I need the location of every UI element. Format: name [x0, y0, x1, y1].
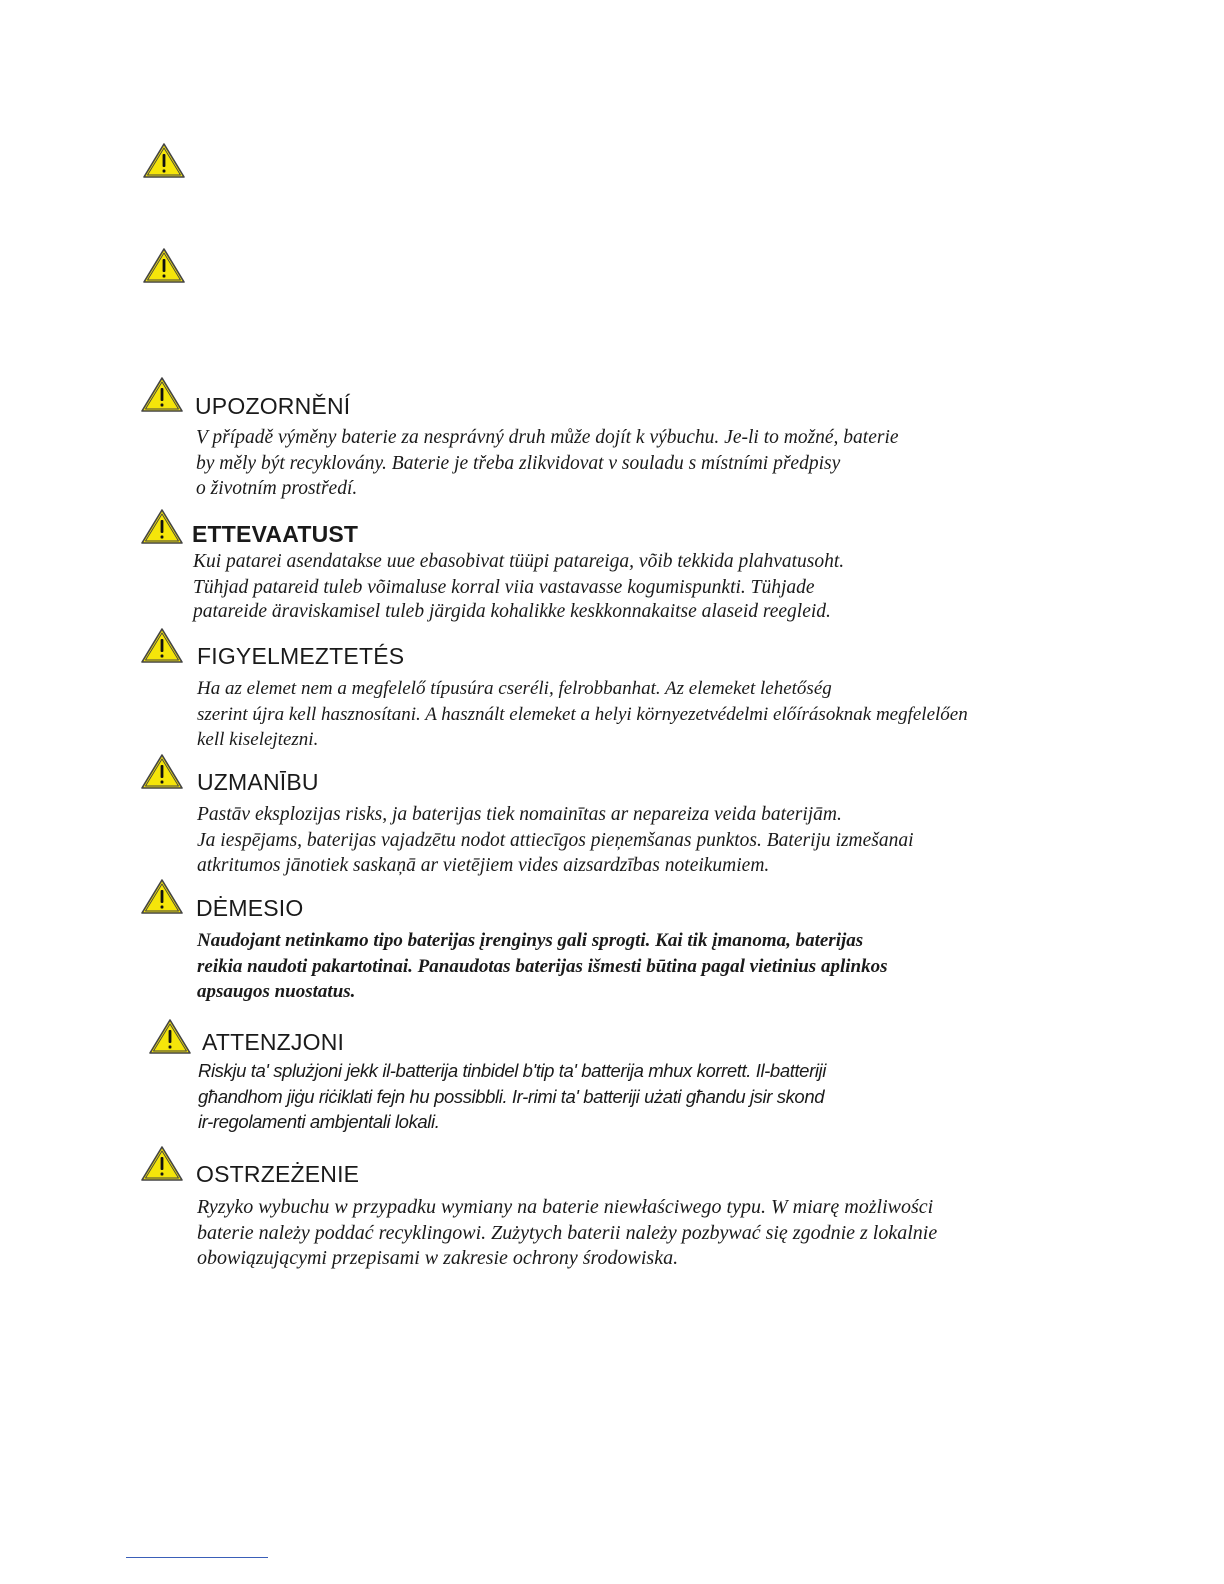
- warning-text-line: by měly být recyklovány. Baterie je třeba zlikvidovat v souladu s místními předpisy: [196, 452, 841, 474]
- warning-text: [197, 802, 914, 879]
- warning-text-line: ir-regolamenti ambjentali lokali.: [198, 1111, 440, 1132]
- warning-text-line: obowiązującymi przepisami w zakresie ochrony środowiska.: [197, 1247, 679, 1269]
- warning-title: FIGYELMEZTETÉS: [197, 643, 405, 669]
- warning-text-line: Pastāv eksplozijas risks, ja baterijas tiek nomainītas ar nepareiza veida baterijām.: [197, 804, 842, 825]
- warning-text: [198, 1058, 826, 1135]
- warning-title: OSTRZEŻENIE: [196, 1161, 360, 1187]
- warning-text-line: Kui patarei asendatakse uue ebasobivat tüüpi patareiga, võib tekkida plahvatusoht.: [193, 551, 845, 572]
- warning-title: UZMANĪBU: [197, 769, 319, 795]
- warning-text-line: apsaugos nuostatus.: [197, 981, 356, 1002]
- warning-text-line: Naudojant netinkamo tipo baterijas įrenginys gali sprogti. Kai tik įmanoma, baterijas: [197, 930, 864, 951]
- warning-title: UPOZORNĚNÍ: [195, 393, 351, 419]
- warning-text-line: kell kiselejtezni.: [197, 729, 319, 750]
- warning-title: ATTENZJONI: [202, 1029, 345, 1055]
- warning-triangle-icon: [140, 376, 184, 414]
- warning-text: [197, 676, 968, 753]
- warning-text-line: Riskju ta' splużjoni jekk il-batterija tinbidel b'tip ta' batterija mhux korrett. Il-batteriji: [198, 1060, 826, 1081]
- warning-triangle-icon: [140, 753, 184, 791]
- warning-text-line: Ryzyko wybuchu w przypadku wymiany na baterie niewłaściwego typu. W miarę możliwości: [197, 1196, 934, 1218]
- warning-triangle-icon: [140, 627, 184, 665]
- warning-text-line: baterie należy poddać recyklingowi. Zużytych baterii należy pozbywać się zgodnie z lokalnie: [197, 1221, 938, 1244]
- warning-text-line: għandhom jiġu riċiklati fejn hu possibbli. Ir-rimi ta' batteriji użati għandu jsir skond: [198, 1085, 825, 1107]
- warning-triangle-icon: [142, 142, 186, 180]
- warning-text: [196, 425, 899, 502]
- warning-triangle-icon: [140, 878, 184, 916]
- warning-text-line: Tühjad patareid tuleb võimaluse korral viia vastavasse kogumispunkti. Tühjade: [193, 576, 815, 598]
- warning-triangle-icon: [142, 247, 186, 285]
- warning-triangle-icon: [140, 1145, 184, 1183]
- warning-title: ETTEVAATUST: [192, 521, 359, 547]
- warning-text: [197, 928, 887, 1005]
- warning-text-line: patareide äraviskamisel tuleb järgida kohalikke keskkonnakaitse alaseid reegleid.: [193, 600, 831, 622]
- footer-rule: [126, 1557, 268, 1558]
- warning-text-line: reikia naudoti pakartotinai. Panaudotas baterijas išmesti būtina pagal vietinius aplinkos: [197, 955, 888, 977]
- warning-text-line: Ja iespējams, baterijas vajadzētu nodot attiecīgos pieņemšanas punktos. Bateriju izmešanai: [197, 829, 914, 851]
- warning-text-line: V případě výměny baterie za nesprávný druh může dojít k výbuchu. Je-li to možné, baterie: [196, 427, 899, 448]
- warning-text-line: szerint újra kell hasznosítani. A használt elemeket a helyi környezetvédelmi előírásoknak megfelelően: [197, 703, 968, 725]
- warning-text: [197, 1195, 937, 1272]
- warning-text-line: atkritumos jānotiek saskaņā ar vietējiem vides aizsardzības noteikumiem.: [197, 855, 770, 876]
- warning-title: DĖMESIO: [196, 895, 304, 921]
- warning-triangle-icon: [148, 1018, 192, 1056]
- warning-text: [193, 549, 844, 624]
- warning-text-line: Ha az elemet nem a megfelelő típusúra cseréli, felrobbanhat. Az elemeket lehetőség: [197, 678, 832, 699]
- warning-triangle-icon: [140, 508, 184, 546]
- warning-text-line: o životním prostředí.: [196, 478, 358, 499]
